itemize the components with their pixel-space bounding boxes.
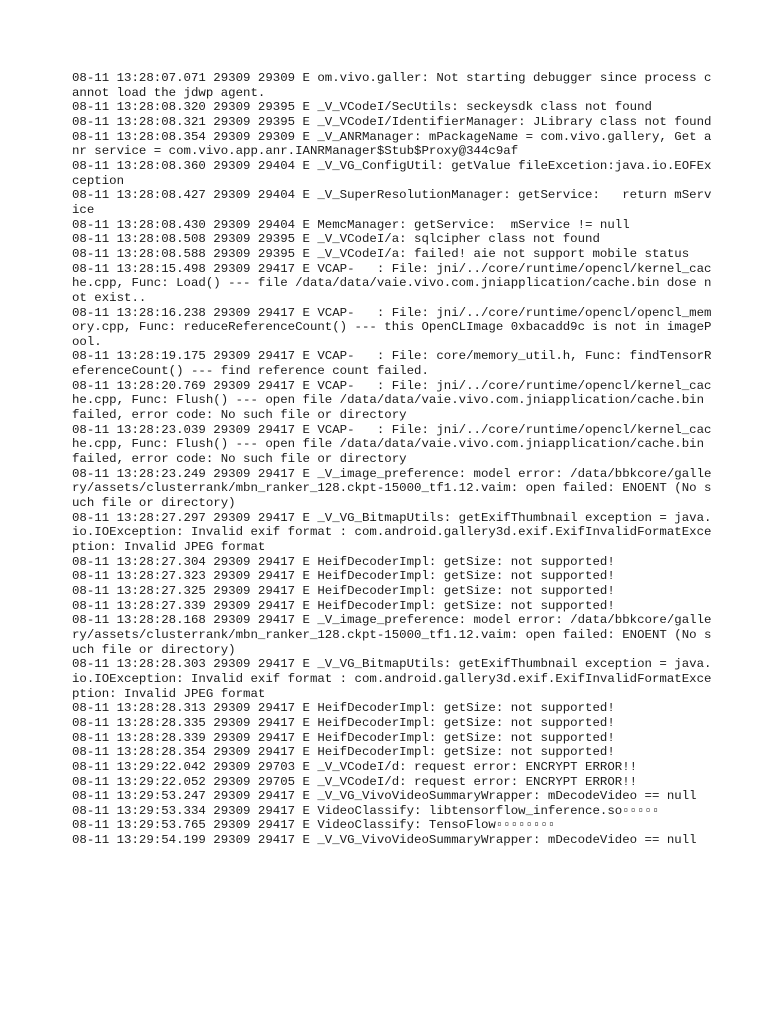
log-line: 08-11 13:28:08.588 29309 29395 E _V_VCodeI/a: failed! aie not support mobile status [72,246,690,261]
log-line: 08-11 13:28:16.238 29309 29417 E VCAP- : File: jni/../core/runtime/opencl/opencl_memory.cpp, Func: reduceReferenceCount() --- this OpenCLImage 0xbacadd9c is not in imagePool. [72,305,712,349]
log-line: 08-11 13:28:08.354 29309 29309 E _V_ANRManager: mPackageName = com.vivo.gallery, Get anr service = com.vivo.app.anr.IANRManager$Stub$Proxy@344c9af [72,129,712,159]
log-line: 08-11 13:28:23.249 29309 29417 E _V_image_preference: model error: /data/bbkcore/gallery/assets/clusterrank/mbn_ranker_128.ckpt-15000_tf1.12.vaim: open failed: ENOENT (No such file or directory) [72,466,712,511]
log-line: 08-11 13:28:28.168 29309 29417 E _V_image_preference: model error: /data/bbkcore/gallery/assets/clusterrank/mbn_ranker_128.ckpt-15000_tf1.12.vaim: open failed: ENOENT (No such file or directory) [72,613,712,657]
log-line: 08-11 13:28:27.339 29309 29417 E HeifDecoderImpl: getSize: not supported! [72,598,615,613]
log-line: 08-11 13:28:08.320 29309 29395 E _V_VCodeI/SecUtils: seckeysdk class not found [72,100,652,115]
log-line: 08-11 13:28:08.427 29309 29404 E _V_SuperResolutionManager: getService: return mService [72,188,712,217]
log-line: 08-11 13:28:27.304 29309 29417 E HeifDecoderImpl: getSize: not supported! [72,554,615,569]
log-line: 08-11 13:28:20.769 29309 29417 E VCAP- : File: jni/../core/runtime/opencl/kernel_cache.cpp, Func: Flush() --- open file /data/data/vaie.vivo.com.jniapplication/cache.bin failed, error code: No such file or directory [72,378,712,423]
log-line: 08-11 13:29:54.199 29309 29417 E _V_VG_VivoVideoSummaryWrapper: mDecodeVideo == null [72,833,697,848]
log-line: 08-11 13:28:19.175 29309 29417 E VCAP- : File: core/memory_util.h, Func: findTensorReferenceCount() --- find reference count failed. [72,349,712,379]
log-line: 08-11 13:28:27.297 29309 29417 E _V_VG_BitmapUtils: getExifThumbnail exception = java.io.IOException: Invalid exif format : com.android.gallery3d.exif.ExifInvalidFormatException: Invalid JPEG format [72,510,712,554]
log-line: 08-11 13:29:53.765 29309 29417 E VideoClassify: TensoFlow▫▫▫▫▫▫▫▫ [72,818,556,833]
log-line: 08-11 13:28:28.335 29309 29417 E HeifDecoderImpl: getSize: not supported! [72,715,615,730]
log-line: 08-11 13:28:28.303 29309 29417 E _V_VG_BitmapUtils: getExifThumbnail exception = java.io.IOException: Invalid exif format : com.android.gallery3d.exif.ExifInvalidFormatException: Invalid JPEG format [72,657,712,701]
log-line: 08-11 13:28:08.321 29309 29395 E _V_VCodeI/IdentifierManager: JLibrary class not found [72,114,712,129]
log-line: 08-11 13:28:28.313 29309 29417 E HeifDecoderImpl: getSize: not supported! [72,701,615,716]
log-line: 08-11 13:29:53.247 29309 29417 E _V_VG_VivoVideoSummaryWrapper: mDecodeVideo == null [72,789,697,804]
log-text-block [72,71,712,848]
log-line: 08-11 13:29:22.052 29309 29705 E _V_VCodeI/d: request error: ENCRYPT ERROR!! [72,774,638,789]
log-line: 08-11 13:28:07.071 29309 29309 E om.vivo.galler: Not starting debugger since process cannot load the jdwp agent. [72,71,712,100]
log-line: 08-11 13:28:08.360 29309 29404 E _V_VG_ConfigUtil: getValue fileExcetion:java.io.EOFException [72,158,712,188]
log-line: 08-11 13:29:53.334 29309 29417 E VideoClassify: libtensorflow_inference.so▫▫▫▫▫ [72,803,660,818]
log-line: 08-11 13:28:08.430 29309 29404 E MemcManager: getService: mService != null [72,217,630,232]
log-line: 08-11 13:28:08.508 29309 29395 E _V_VCodeI/a: sqlcipher class not found [72,232,600,247]
log-line: 08-11 13:28:28.354 29309 29417 E HeifDecoderImpl: getSize: not supported! [72,745,615,760]
log-line: 08-11 13:28:27.325 29309 29417 E HeifDecoderImpl: getSize: not supported! [72,583,615,598]
log-line: 08-11 13:28:15.498 29309 29417 E VCAP- : File: jni/../core/runtime/opencl/kernel_cache.cpp, Func: Load() --- file /data/data/vaie.vivo.com.jniapplication/cache.bin dose not exist.. [72,261,712,305]
log-line: 08-11 13:28:28.339 29309 29417 E HeifDecoderImpl: getSize: not supported! [72,730,615,745]
log-line: 08-11 13:29:22.042 29309 29703 E _V_VCodeI/d: request error: ENCRYPT ERROR!! [72,759,638,774]
log-line: 08-11 13:28:27.323 29309 29417 E HeifDecoderImpl: getSize: not supported! [72,569,615,584]
log-line: 08-11 13:28:23.039 29309 29417 E VCAP- : File: jni/../core/runtime/opencl/kernel_cache.cpp, Func: Flush() --- open file /data/data/vaie.vivo.com.jniapplication/cache.bin failed, error code: No such file or directory [72,422,712,467]
